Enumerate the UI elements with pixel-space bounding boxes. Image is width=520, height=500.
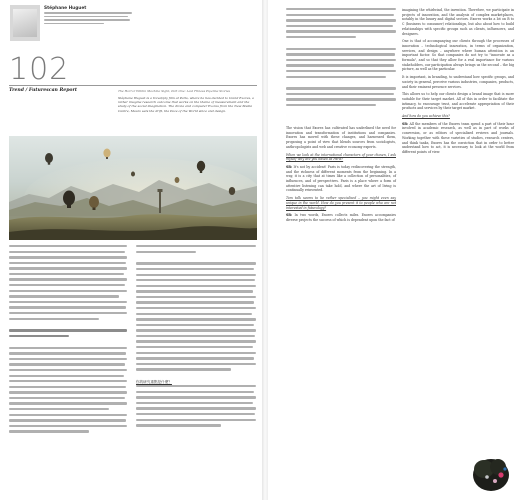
bottom-question: 你的研究重點是什麼？ <box>136 380 172 385</box>
right-english-column <box>286 126 396 226</box>
right-chinese-column <box>286 8 396 110</box>
left-column-text <box>9 245 127 436</box>
intro-paragraph: Stéphane Huguet is a travel/ply film at Paris, where he has decided to brand Exores, a rather imagine research outcome that works on the theme of measurement and the study of the social imagination. The drone and computer Exores from the New Media Centre, Mauro sets the drift, the Pace of the World since and design. <box>118 96 254 113</box>
closing-question: And how do you achieve this? <box>402 114 450 119</box>
question-one: When we look at the international characters of your chosen, I ask myself why are you based as Paris? <box>286 152 396 162</box>
running-title: The Horror Within Machine Sight, Part One: Last Fitness Pipeline Stories <box>118 89 231 93</box>
answer-two: SB: In two words, Exores collects miles. Exores accompanies diverse projects the success of which is dependent upon the fact of <box>286 213 397 222</box>
section-kicker: Trend / Futurescan Report <box>9 88 78 93</box>
tree-illustration <box>451 445 511 497</box>
right-page <box>268 0 520 500</box>
tree-icon <box>451 445 511 497</box>
far-column-paragraph: One is that of accompanying our clients through the processes of innovation – technological innovation, in terms of organization, services, and design – anywhere where human attention is an important factor. So that companies do not try to "innovate as a formula", and so that they allow for a real importance for various stakeholders, our participation always brings us the second – the big picture, as well as the particular. <box>402 39 514 72</box>
far-column-paragraph: It is important, in branding, to understand how specific groups, and society in general, perceive various industries, companies, products, and their eminent presence services. <box>402 75 514 89</box>
answer-one: SB: It's not by accident! Paris is today rediscovering the strength, and the richness of different moments from the beginning. In a way, it is a city that at times like a collection of personalities, of influences, and of perspectives. Paris is a place where a form of attentive listening can take hold, and where the art of living is continually reinvented. <box>286 164 396 193</box>
author-name: Stéphane Huguet <box>44 6 87 11</box>
english-paragraph: The vision that Exores has cultivated has underlined the need for innovation and transformation of institutions and companies. Exores has moved with these changes, and harnessed them, proposing a point of view that blends sources from sociologists, anthropologists and web and creative economy experts. <box>286 126 396 149</box>
author-bio <box>44 12 134 24</box>
closing-answer: SB: All the members of the Exores team spend a part of their hour involved in academic research, as well as in part of works of conversion, or as editors of specialized reviews and journals. Working together with these varieties of studies, research centers, and think tanks, Exores has the conviction that in order to better understand how to act, it is necessary to look at the world from different points of view. <box>402 121 514 154</box>
balloon-landscape-photo <box>9 136 257 240</box>
author-photo <box>10 5 40 41</box>
far-column-paragraph: imagining the whirlwind, the invention. Therefore, we participate in projects of innovation, and the analysis of complex marketplaces, notably in the luxury and digital sectors. Exores works a lot on B to C (business to consumer) relationships, but also about how to build relationships with specific groups such as clients, influencers, and designers. <box>402 8 514 36</box>
far-column-paragraph: This allows us to help our clients design a brand image that is more suitable for their target market. All of this in order to facilitate the intimacy, to encourage trust, and accelerate appropriation of their products and services by their target market. <box>402 92 514 111</box>
header-rule <box>9 85 257 86</box>
question-two: Tom talk seems to be rather specialized – you might even say unique in the world. How do you present it to people who are not interested in futurology? <box>286 196 396 210</box>
middle-column-text <box>136 245 256 430</box>
page-number: 102 <box>9 52 70 87</box>
author-block <box>44 6 134 26</box>
landscape-illustration <box>9 136 257 240</box>
right-far-column <box>402 8 514 158</box>
